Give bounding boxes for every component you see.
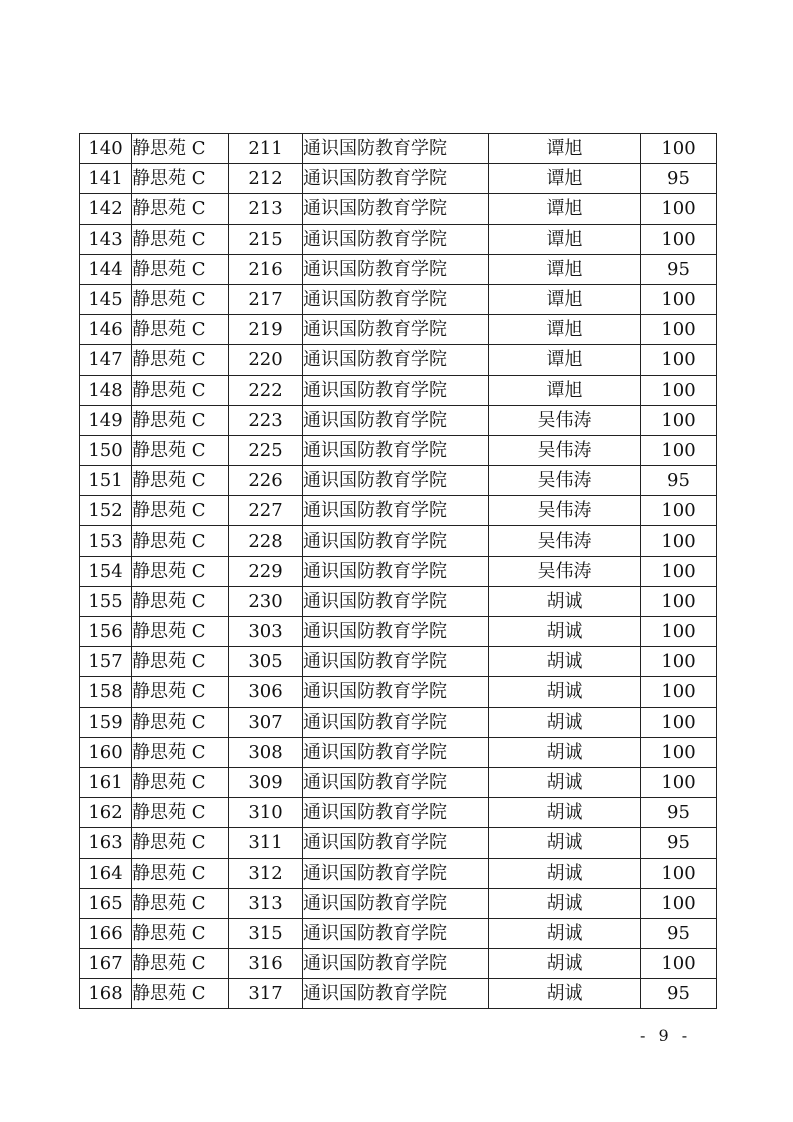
room-cell: 215 [229, 224, 303, 254]
page-number: - 9 - [640, 1026, 692, 1045]
inspector-name-cell: 谭旭 [489, 134, 641, 164]
college-cell: 通识国防教育学院 [303, 224, 489, 254]
college-cell: 通识国防教育学院 [303, 737, 489, 767]
building-cell: 静思苑 C [132, 375, 229, 405]
table-row [80, 134, 717, 164]
room-cell: 217 [229, 284, 303, 314]
inspector-name-cell: 胡诚 [489, 707, 641, 737]
room-cell: 229 [229, 556, 303, 586]
building-cell: 静思苑 C [132, 496, 229, 526]
college-cell: 通识国防教育学院 [303, 647, 489, 677]
college-cell: 通识国防教育学院 [303, 526, 489, 556]
score-cell: 95 [641, 254, 717, 284]
building-cell: 静思苑 C [132, 828, 229, 858]
row-number: 140 [80, 134, 132, 164]
building-cell: 静思苑 C [132, 194, 229, 224]
row-number: 145 [80, 284, 132, 314]
building-cell: 静思苑 C [132, 737, 229, 767]
building-cell: 静思苑 C [132, 315, 229, 345]
college-cell: 通识国防教育学院 [303, 767, 489, 797]
room-cell: 216 [229, 254, 303, 284]
score-cell: 100 [641, 707, 717, 737]
table-body [80, 134, 717, 1009]
inspector-name-cell: 胡诚 [489, 888, 641, 918]
score-cell: 100 [641, 496, 717, 526]
inspector-name-cell: 胡诚 [489, 918, 641, 948]
table-row [80, 737, 717, 767]
row-number: 144 [80, 254, 132, 284]
row-number: 150 [80, 435, 132, 465]
building-cell: 静思苑 C [132, 435, 229, 465]
building-cell: 静思苑 C [132, 949, 229, 979]
score-cell: 100 [641, 134, 717, 164]
score-cell: 95 [641, 828, 717, 858]
room-cell: 308 [229, 737, 303, 767]
row-number: 155 [80, 586, 132, 616]
inspector-name-cell: 胡诚 [489, 979, 641, 1009]
building-cell: 静思苑 C [132, 466, 229, 496]
building-cell: 静思苑 C [132, 617, 229, 647]
college-cell: 通识国防教育学院 [303, 677, 489, 707]
inspector-name-cell: 胡诚 [489, 617, 641, 647]
inspector-name-cell: 胡诚 [489, 798, 641, 828]
score-cell: 95 [641, 466, 717, 496]
row-number: 158 [80, 677, 132, 707]
inspector-name-cell: 吴伟涛 [489, 556, 641, 586]
score-cell: 100 [641, 315, 717, 345]
college-cell: 通识国防教育学院 [303, 405, 489, 435]
inspector-name-cell: 谭旭 [489, 254, 641, 284]
inspector-name-cell: 胡诚 [489, 586, 641, 616]
college-cell: 通识国防教育学院 [303, 315, 489, 345]
table-row [80, 435, 717, 465]
inspector-name-cell: 谭旭 [489, 164, 641, 194]
row-number: 160 [80, 737, 132, 767]
room-cell: 307 [229, 707, 303, 737]
row-number: 159 [80, 707, 132, 737]
college-cell: 通识国防教育学院 [303, 828, 489, 858]
score-cell: 100 [641, 556, 717, 586]
score-cell: 100 [641, 224, 717, 254]
score-cell: 100 [641, 647, 717, 677]
inspector-name-cell: 谭旭 [489, 345, 641, 375]
room-cell: 305 [229, 647, 303, 677]
row-number: 164 [80, 858, 132, 888]
row-number: 149 [80, 405, 132, 435]
college-cell: 通识国防教育学院 [303, 858, 489, 888]
college-cell: 通识国防教育学院 [303, 798, 489, 828]
building-cell: 静思苑 C [132, 858, 229, 888]
room-cell: 225 [229, 435, 303, 465]
row-number: 151 [80, 466, 132, 496]
room-cell: 230 [229, 586, 303, 616]
table-row [80, 767, 717, 797]
table-row [80, 375, 717, 405]
room-cell: 311 [229, 828, 303, 858]
table-row [80, 496, 717, 526]
college-cell: 通识国防教育学院 [303, 345, 489, 375]
inspector-name-cell: 谭旭 [489, 224, 641, 254]
row-number: 154 [80, 556, 132, 586]
building-cell: 静思苑 C [132, 556, 229, 586]
inspector-name-cell: 吴伟涛 [489, 526, 641, 556]
table-row [80, 224, 717, 254]
college-cell: 通识国防教育学院 [303, 254, 489, 284]
building-cell: 静思苑 C [132, 526, 229, 556]
room-cell: 313 [229, 888, 303, 918]
row-number: 148 [80, 375, 132, 405]
score-cell: 100 [641, 586, 717, 616]
row-number: 166 [80, 918, 132, 948]
room-cell: 220 [229, 345, 303, 375]
row-number: 153 [80, 526, 132, 556]
room-cell: 303 [229, 617, 303, 647]
room-cell: 212 [229, 164, 303, 194]
inspector-name-cell: 胡诚 [489, 737, 641, 767]
row-number: 162 [80, 798, 132, 828]
building-cell: 静思苑 C [132, 979, 229, 1009]
score-cell: 100 [641, 858, 717, 888]
table-row [80, 405, 717, 435]
score-cell: 100 [641, 617, 717, 647]
inspector-name-cell: 胡诚 [489, 858, 641, 888]
table-row [80, 707, 717, 737]
table-row [80, 949, 717, 979]
table-row [80, 526, 717, 556]
table-row [80, 617, 717, 647]
inspector-name-cell: 谭旭 [489, 375, 641, 405]
score-cell: 100 [641, 345, 717, 375]
table-row [80, 647, 717, 677]
row-number: 156 [80, 617, 132, 647]
inspector-name-cell: 吴伟涛 [489, 496, 641, 526]
table-row [80, 315, 717, 345]
room-cell: 211 [229, 134, 303, 164]
inspector-name-cell: 吴伟涛 [489, 435, 641, 465]
building-cell: 静思苑 C [132, 345, 229, 375]
row-number: 146 [80, 315, 132, 345]
building-cell: 静思苑 C [132, 586, 229, 616]
room-cell: 223 [229, 405, 303, 435]
table-row [80, 828, 717, 858]
building-cell: 静思苑 C [132, 707, 229, 737]
score-cell: 95 [641, 164, 717, 194]
college-cell: 通识国防教育学院 [303, 949, 489, 979]
score-cell: 95 [641, 918, 717, 948]
room-cell: 219 [229, 315, 303, 345]
room-cell: 315 [229, 918, 303, 948]
room-cell: 312 [229, 858, 303, 888]
college-cell: 通识国防教育学院 [303, 586, 489, 616]
row-number: 157 [80, 647, 132, 677]
score-cell: 100 [641, 405, 717, 435]
building-cell: 静思苑 C [132, 647, 229, 677]
inspector-name-cell: 吴伟涛 [489, 405, 641, 435]
table-row [80, 164, 717, 194]
building-cell: 静思苑 C [132, 918, 229, 948]
row-number: 147 [80, 345, 132, 375]
inspector-name-cell: 胡诚 [489, 647, 641, 677]
score-cell: 100 [641, 194, 717, 224]
row-number: 168 [80, 979, 132, 1009]
table-row [80, 254, 717, 284]
table-row [80, 798, 717, 828]
inspector-name-cell: 胡诚 [489, 828, 641, 858]
inspector-name-cell: 谭旭 [489, 194, 641, 224]
room-cell: 226 [229, 466, 303, 496]
building-cell: 静思苑 C [132, 134, 229, 164]
inspector-name-cell: 胡诚 [489, 677, 641, 707]
table-row [80, 466, 717, 496]
table-row [80, 858, 717, 888]
inspector-name-cell: 吴伟涛 [489, 466, 641, 496]
room-cell: 306 [229, 677, 303, 707]
score-cell: 100 [641, 737, 717, 767]
table-row [80, 556, 717, 586]
college-cell: 通识国防教育学院 [303, 918, 489, 948]
score-cell: 100 [641, 284, 717, 314]
table-row [80, 979, 717, 1009]
building-cell: 静思苑 C [132, 254, 229, 284]
score-cell: 95 [641, 979, 717, 1009]
row-number: 165 [80, 888, 132, 918]
building-cell: 静思苑 C [132, 888, 229, 918]
college-cell: 通识国防教育学院 [303, 707, 489, 737]
row-number: 142 [80, 194, 132, 224]
score-cell: 100 [641, 375, 717, 405]
building-cell: 静思苑 C [132, 798, 229, 828]
table-row [80, 918, 717, 948]
score-cell: 100 [641, 949, 717, 979]
college-cell: 通识国防教育学院 [303, 435, 489, 465]
room-cell: 309 [229, 767, 303, 797]
room-cell: 317 [229, 979, 303, 1009]
college-cell: 通识国防教育学院 [303, 556, 489, 586]
table-row [80, 194, 717, 224]
room-cell: 227 [229, 496, 303, 526]
score-cell: 100 [641, 677, 717, 707]
inspector-name-cell: 胡诚 [489, 767, 641, 797]
college-cell: 通识国防教育学院 [303, 194, 489, 224]
college-cell: 通识国防教育学院 [303, 496, 489, 526]
college-cell: 通识国防教育学院 [303, 284, 489, 314]
row-number: 161 [80, 767, 132, 797]
row-number: 143 [80, 224, 132, 254]
inspector-name-cell: 谭旭 [489, 284, 641, 314]
room-cell: 310 [229, 798, 303, 828]
row-number: 152 [80, 496, 132, 526]
building-cell: 静思苑 C [132, 284, 229, 314]
room-cell: 316 [229, 949, 303, 979]
college-cell: 通识国防教育学院 [303, 164, 489, 194]
inspector-name-cell: 胡诚 [489, 949, 641, 979]
college-cell: 通识国防教育学院 [303, 375, 489, 405]
college-cell: 通识国防教育学院 [303, 617, 489, 647]
room-cell: 228 [229, 526, 303, 556]
score-cell: 100 [641, 888, 717, 918]
table-row [80, 586, 717, 616]
room-cell: 213 [229, 194, 303, 224]
building-cell: 静思苑 C [132, 164, 229, 194]
score-cell: 100 [641, 435, 717, 465]
dormitory-score-table [79, 133, 717, 1009]
score-cell: 100 [641, 526, 717, 556]
building-cell: 静思苑 C [132, 224, 229, 254]
table-row [80, 284, 717, 314]
row-number: 167 [80, 949, 132, 979]
room-cell: 222 [229, 375, 303, 405]
college-cell: 通识国防教育学院 [303, 466, 489, 496]
building-cell: 静思苑 C [132, 405, 229, 435]
college-cell: 通识国防教育学院 [303, 134, 489, 164]
score-cell: 95 [641, 798, 717, 828]
building-cell: 静思苑 C [132, 677, 229, 707]
college-cell: 通识国防教育学院 [303, 888, 489, 918]
table-row [80, 888, 717, 918]
table-row [80, 345, 717, 375]
building-cell: 静思苑 C [132, 767, 229, 797]
row-number: 163 [80, 828, 132, 858]
table-row [80, 677, 717, 707]
score-cell: 100 [641, 767, 717, 797]
inspector-name-cell: 谭旭 [489, 315, 641, 345]
row-number: 141 [80, 164, 132, 194]
college-cell: 通识国防教育学院 [303, 979, 489, 1009]
